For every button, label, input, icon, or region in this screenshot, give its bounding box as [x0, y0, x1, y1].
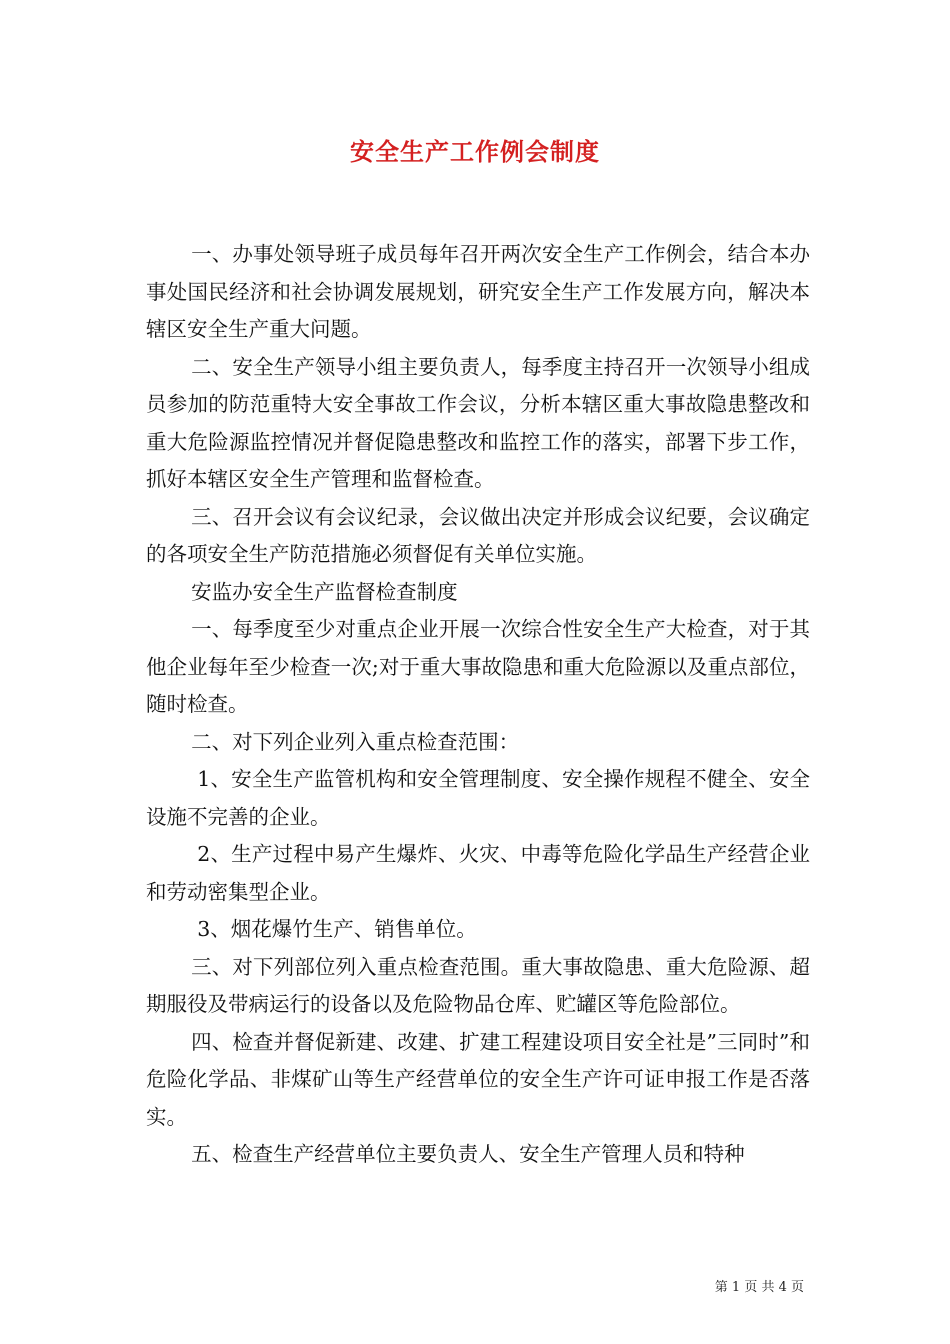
paragraph: 二、对下列企业列入重点检查范围：: [191, 729, 520, 754]
list-item: 1、安全生产监管机构和安全管理制度、安全操作规程不健全、安全设施不完善的企业。: [146, 767, 810, 829]
paragraph: 三、对下列部位列入重点检查范围。重大事故隐患、重大危险源、超期服役及带病运行的设备以及危险物品仓库、贮罐区等危险部位。: [146, 954, 810, 1016]
paragraph: 一、每季度至少对重点企业开展一次综合性安全生产大检查，对于其他企业每年至少检查一次;对于重大事故隐患和重大危险源以及重点部位，随时检查。: [146, 617, 810, 716]
paragraph: 一、办事处领导班子成员每年召开两次安全生产工作例会，结合本办事处国民经济和社会协调发展规划，研究安全生产工作发展方向，解决本辖区安全生产重大问题。: [146, 242, 810, 341]
page-number: 第 1 页 共 4 页: [714, 1280, 804, 1295]
paragraph: 二、安全生产领导小组主要负责人，每季度主持召开一次领导小组成员参加的防范重特大安全事故工作会议，分析本辖区重大事故隐患整改和重大危险源监控情况并督促隐患整改和监控工作的落实，部署下步工作，抓好本辖区安全生产管理和监督检查。: [146, 354, 810, 491]
paragraph: 五、检查生产经营单位主要负责人、安全生产管理人员和特种: [191, 1142, 745, 1166]
section-heading: 安监办安全生产监督检查制度: [191, 579, 458, 604]
list-item: 3、烟花爆竹生产、销售单位。: [197, 917, 477, 941]
paragraph: 四、检查并督促新建、改建、扩建工程建设项目安全社是”三同时”和危险化学品、非煤矿山等生产经营单位的安全生产许可证申报工作是否落实。: [146, 1029, 810, 1129]
document-body: [146, 236, 810, 1174]
paragraph: 三、召开会议有会议纪录，会议做出决定并形成会议纪要，会议确定的各项安全生产防范措施必须督促有关单位实施。: [146, 504, 810, 566]
document-title: 安全生产工作例会制度: [350, 137, 600, 166]
list-item: 2、生产过程中易产生爆炸、火灾、中毒等危险化学品生产经营企业和劳动密集型企业。: [146, 842, 810, 904]
